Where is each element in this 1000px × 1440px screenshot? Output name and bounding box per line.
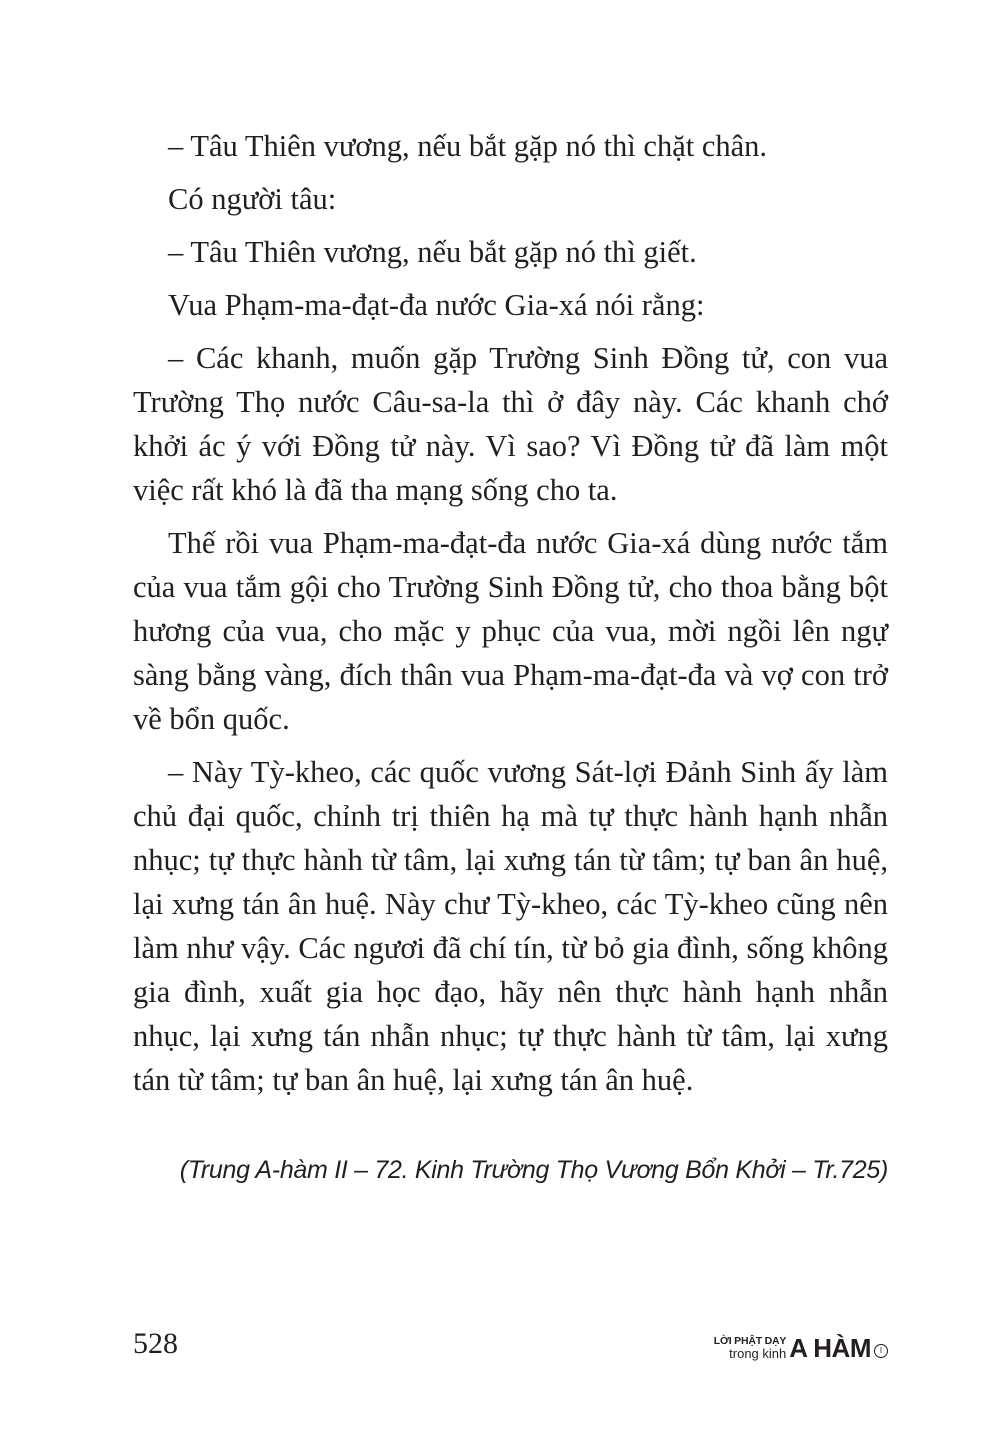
body-text <box>133 124 888 1102</box>
page-number: 528 <box>133 1327 178 1360</box>
logo-subtitle <box>714 1336 786 1361</box>
paragraph-1: – Tâu Thiên vương, nếu bắt gặp nó thì chặt chân. <box>168 129 768 163</box>
paragraph-2: Có người tâu: <box>168 182 337 216</box>
paragraph-5: – Các khanh, muốn gặp Trường Sinh Đồng tử, con vua Trường Thọ nước Câu-sa-la thì ở đây này. Các khanh chớ khởi ác ý với Đồng tử này. Vì sao? Vì Đồng tử đã làm một việc rất khó là đã tha mạng sống cho ta. <box>133 341 888 507</box>
book-series-logo <box>714 1330 888 1366</box>
logo-main-text: A HÀM <box>789 1333 871 1363</box>
paragraph-7: – Này Tỳ-kheo, các quốc vương Sát-lợi Đảnh Sinh ấy làm chủ đại quốc, chỉnh trị thiên hạ mà tự thực hành hạnh nhẫn nhục; tự thực hành từ tâm, lại xưng tán từ tâm; tự ban ân huệ, lại xưng tán ân huệ. Này chư Tỳ-kheo, các Tỳ-kheo cũng nên làm như vậy. Các ngươi đã chí tín, từ bỏ gia đình, sống không gia đình, xuất gia học đạo, hãy nên thực hành hạnh nhẫn nhục, lại xưng tán nhẫn nhục; tự thực hành từ tâm, lại xưng tán từ tâm; tự ban ân huệ, lại xưng tán ân huệ. <box>133 755 888 1097</box>
paragraph-3: – Tâu Thiên vương, nếu bắt gặp nó thì giết. <box>168 235 697 269</box>
paragraph-4: Vua Phạm-ma-đạt-đa nước Gia-xá nói rằng: <box>168 288 705 322</box>
volume-badge: I <box>874 1344 888 1358</box>
source-citation: (Trung A-hàm II – 72. Kinh Trường Thọ Vương Bổn Khởi – Tr.725) <box>179 1156 888 1184</box>
paragraph-6: Thế rồi vua Phạm-ma-đạt-đa nước Gia-xá dùng nước tắm của vua tắm gội cho Trường Sinh Đồng tử, cho thoa bằng bột hương của vua, cho mặc y phục của vua, mời ngồi lên ngự sàng bằng vàng, đích thân vua Phạm-ma-đạt-đa và vợ con trở về bổn quốc. <box>133 526 888 736</box>
logo-top-text: LỜI PHẬT DẠY <box>713 1334 787 1347</box>
logo-bottom-text: trong kinh <box>729 1346 787 1362</box>
